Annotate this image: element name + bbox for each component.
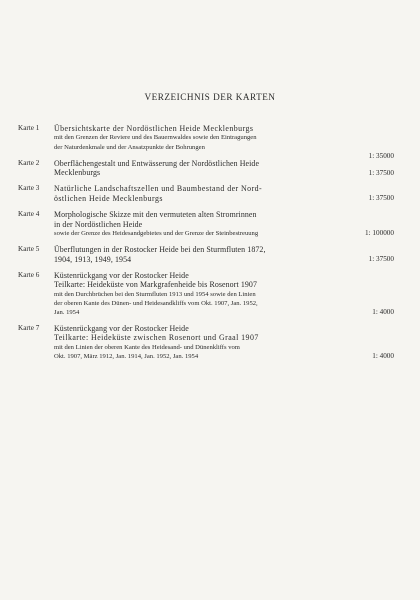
map-entry: [18, 124, 394, 160]
map-title: Natürliche Landschaftszellen und Baumbestand der Nord-: [54, 184, 263, 194]
map-number: Karte 1: [18, 124, 40, 132]
map-description: sowie der Grenze des Heidesandgebietes und der Grenze der Steinbestreuung: [54, 230, 259, 238]
map-entry: [18, 245, 394, 264]
map-entry: [18, 210, 394, 238]
map-title: Küstenrückgang vor der Rostocker Heide: [54, 324, 189, 334]
map-entry: [18, 184, 394, 203]
map-description: der Naturdenkmale und der Ansatzpunkte der Bohrungen: [54, 143, 205, 151]
map-entry: [18, 271, 394, 317]
map-title: 1904, 1913, 1949, 1954: [54, 254, 132, 264]
map-description: mit den Durchbrüchen bei den Sturmfluten 1913 und 1954 sowie den Linien: [54, 290, 256, 298]
map-entry: [18, 324, 394, 361]
map-scale: 1: 4000: [372, 352, 394, 361]
map-description: Okt. 1907, März 1912, Jan. 1914, Jan. 1952, Jan. 1954: [54, 352, 199, 360]
map-description: Jan. 1954: [54, 308, 80, 316]
map-scale: 1: 37500: [368, 194, 394, 203]
map-scale: 1: 37500: [368, 255, 394, 264]
map-title: in der Nordöstlichen Heide: [54, 219, 143, 229]
map-title: Mecklenburgs: [54, 168, 101, 177]
map-title: Überflutungen in der Rostocker Heide bei den Sturmfluten 1872,: [54, 245, 266, 255]
map-description: der oberen Kante des Dünen- und Heidesandkliffs vom Okt. 1907, Jan. 1952,: [54, 299, 258, 307]
map-scale: 1: 35000: [368, 152, 394, 160]
map-list: [18, 124, 394, 368]
map-subtitle: Teilkarte: Heideküste zwischen Rosenort und Graal 1907: [54, 333, 259, 343]
map-number: Karte 7: [18, 324, 40, 333]
map-scale: 1: 37500: [368, 168, 394, 177]
map-title: Oberflächengestalt und Entwässerung der Nordöstlichen Heide: [54, 158, 260, 168]
map-number: Karte 6: [18, 270, 40, 279]
map-title: Küstenrückgang vor der Rostocker Heide: [54, 270, 189, 280]
map-entry: [18, 159, 394, 178]
map-scale: 1: 4000: [372, 307, 394, 316]
map-number: Karte 5: [18, 245, 40, 254]
map-number: Karte 4: [18, 210, 40, 219]
map-description: mit den Linien der oberen Kante des Heidesand- und Dünenkliffs vom: [54, 343, 240, 351]
map-scale: 1: 100000: [365, 229, 394, 238]
page-title: VERZEICHNIS DER KARTEN: [144, 92, 276, 102]
map-subtitle: Teilkarte: Heideküste von Markgrafenheide bis Rosenort 1907: [54, 280, 257, 290]
map-title: östlichen Heide Mecklenburgs: [54, 193, 163, 203]
map-number: Karte 2: [18, 158, 40, 167]
map-number: Karte 3: [18, 184, 40, 193]
map-title: Übersichtskarte der Nordöstlichen Heide Mecklenburgs: [54, 124, 254, 133]
map-title: Morphologische Skizze mit den vermuteten alten Stromrinnen: [54, 210, 257, 220]
map-description: mit den Grenzen der Reviere und des Bauernwaldes sowie den Eintragungen: [54, 134, 257, 142]
